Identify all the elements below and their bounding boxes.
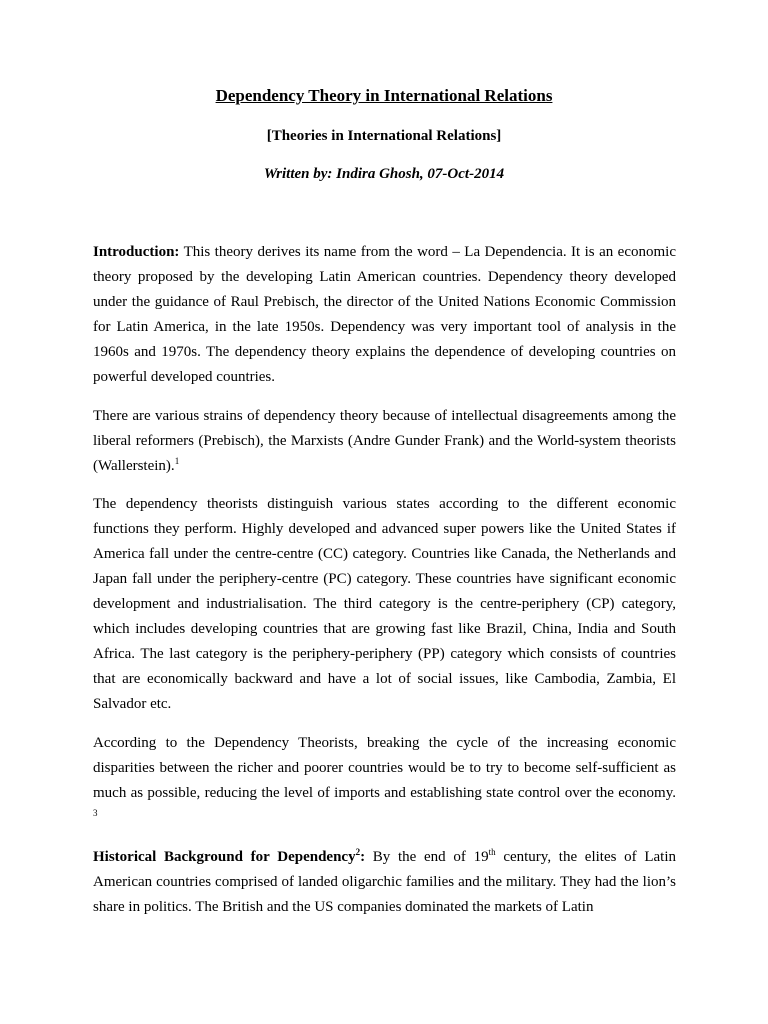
introduction-text: This theory derives its name from the word – La Dependencia. It is an economic theory proposed by the developing Latin American countries. Dependency theory developed under the guidance of Raul Prebisch, the director of the United Nations Economic Commission for Latin America, in the late 1950s. Dependency was very important tool of analysis in the 1960s and 1970s. The dependency theory explains the dependence of developing countries on powerful developed countries. xyxy=(93,244,676,385)
historical-background-heading xyxy=(93,849,365,865)
historical-background-label: Historical Background for Dependency xyxy=(93,849,356,865)
self-sufficiency-text: According to the Dependency Theorists, breaking the cycle of the increasing economic disparities between the richer and poorer countries would be to try to become self-sufficient as much as possible, reducing the level of imports and establishing state control over the economy. xyxy=(93,735,676,801)
history-text-rest: century, the elites of Latin American countries comprised of landed oligarchic families and the military. They had the lion’s share in politics. The British and the US companies dominated the markets of Latin xyxy=(93,849,677,915)
ordinal-suffix: th xyxy=(488,847,496,857)
heading-colon: : xyxy=(360,849,366,865)
self-sufficiency-paragraph xyxy=(93,731,676,831)
introduction-paragraph xyxy=(93,240,676,390)
footnote-marker: 2 xyxy=(355,847,361,857)
strains-text: There are various strains of dependency theory because of intellectual disagreements among the liberal reformers (Prebisch), the Marxists (Andre Gunder Frank) and the World-system theorists (Wallerstein). xyxy=(93,408,676,474)
strains-paragraph xyxy=(93,404,676,479)
introduction-label: Introduction: xyxy=(93,244,180,260)
footnote-marker: 1 xyxy=(174,456,180,466)
footnote-marker: 3 xyxy=(93,808,98,818)
history-text-start: By the end of 19 xyxy=(365,849,489,865)
categories-paragraph xyxy=(93,492,676,717)
historical-background-paragraph xyxy=(93,845,676,920)
document-subtitle: [Theories in International Relations] xyxy=(266,128,502,144)
author-byline: Written by: Indira Ghosh, 07-Oct-2014 xyxy=(263,166,505,182)
document-title: Dependency Theory in International Relations xyxy=(215,86,553,105)
categories-text: The dependency theorists distinguish various states according to the different economic functions they perform. Highly developed and advanced super powers like the United States if America fall under the centre-centre (CC) category. Countries like Canada, the Netherlands and Japan fall under the periphery-centre (PC) category. These countries have significant economic development and industrialisation. The third category is the centre-periphery (CP) category, which includes developing countries that are growing fast like Brazil, China, India and South Africa. The last category is the periphery-periphery (PP) category which consists of countries that are economically backward and have a lot of social issues, like Cambodia, Zambia, El Salvador etc. xyxy=(93,496,676,712)
